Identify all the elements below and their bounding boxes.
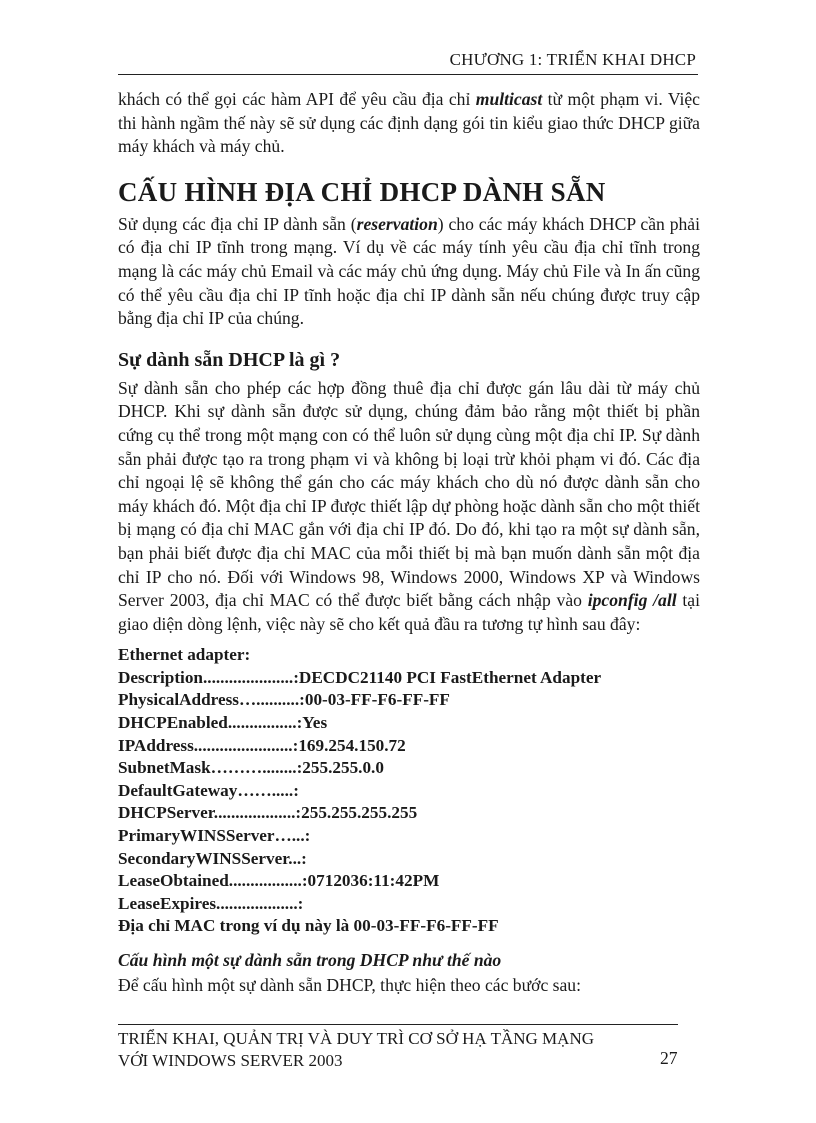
code-line: IPAddress.......................:169.254.150.72 (118, 735, 406, 755)
code-line: SubnetMask………........:255.255.0.0 (118, 758, 384, 778)
code-line: PhysicalAddress…..........:00-03-FF-F6-FF-FF (118, 690, 450, 710)
code-line: Địa chỉ MAC trong ví dụ này là 00-03-FF-F6-FF-FF (118, 916, 499, 936)
subsection-heading: Sự dành sẵn DHCP là gì ? (118, 348, 341, 371)
intro-text-end: từ một phạm vi. Việc thi hành ngầm thế này sẽ sử dụng các định dạng gói tin kiểu giao thức DHCP giữa máy khách và máy chủ. (118, 89, 700, 157)
code-line: LeaseExpires...................: (118, 893, 304, 913)
howto-heading: Cấu hình một sự dành sẵn trong DHCP như thế nào (118, 950, 502, 970)
code-line: PrimaryWINSServer…...: (118, 826, 311, 846)
section-text-end: ) cho các máy khách DHCP cần phải có địa chỉ IP tĩnh trong mạng. Ví dụ về các máy tính yêu cầu địa chỉ tĩnh trong mạng là các máy chủ Email và các máy chủ ứng dụng. Máy chủ File và In ấn cũng có thể yêu cầu địa chỉ IP tĩnh hoặc địa chỉ IP dành sẵn nếu chúng được truy cập bằng địa chỉ IP của chúng. (118, 213, 700, 329)
code-line: Description.....................:DECDC21140 PCI FastEthernet Adapter (118, 667, 602, 687)
code-line: DHCPEnabled................:Yes (118, 713, 328, 733)
term-reservation: reservation (356, 213, 438, 234)
page-content (118, 88, 700, 998)
book-title-footer (118, 1028, 658, 1072)
section-paragraph (118, 213, 700, 331)
term-ipconfig: ipconfig /all (587, 590, 677, 611)
page-header (118, 44, 698, 75)
code-line: DefaultGateway…….....: (118, 780, 299, 800)
intro-paragraph (118, 88, 700, 159)
code-line: LeaseObtained.................:0712036:11:42PM (118, 871, 440, 891)
subsection-text-end: tại giao diện dòng lệnh, việc này sẽ cho kết quả đầu ra tương tự hình sau đây: (118, 590, 700, 634)
subsection-text: Sự dành sẵn cho phép các hợp đồng thuê địa chỉ được gán lâu dài từ máy chủ DHCP. Khi sự dành sẵn được sử dụng, chúng đảm bảo rằng một thiết bị phần cứng cụ thể trong một mạng con có thể luôn sử dụng cùng một địa chỉ IP. Sự dành sẵn phải được tạo ra trong phạm vi và không bị loại trừ khỏi phạm vi đó. Các địa chỉ ngoại lệ sẽ không thể gán cho các máy khách cho dù nó được dành sẵn cho máy khách đó. Một địa chỉ IP được thiết lập dự phòng hoặc dành sẵn cho một thiết bị mạng có địa chỉ MAC gắn với địa chỉ IP đó. Do đó, khi tạo ra một sự dành sẵn, bạn phải biết được địa chỉ MAC của mỗi thiết bị mà bạn muốn dành sẵn một địa chỉ IP cho nó. Đối với Windows 98, Windows 2000, Windows XP và Windows Server 2003, địa chỉ MAC có thể được biết bằng cách nhập vào (118, 377, 700, 611)
section-heading: CẤU HÌNH ĐỊA CHỈ DHCP DÀNH SẴN (118, 176, 606, 207)
subsection-paragraph (118, 377, 700, 637)
term-multicast: multicast (475, 89, 543, 109)
ipconfig-output (118, 644, 700, 938)
chapter-title: CHƯƠNG 1: TRIỂN KHAI DHCP (449, 50, 696, 69)
intro-text: khách có thể gọi các hàm API để yêu cầu địa chỉ (118, 89, 476, 109)
code-line: SecondaryWINSServer...: (118, 848, 307, 868)
code-line: Ethernet adapter: (118, 645, 251, 665)
footer-divider (118, 1024, 678, 1025)
footer-line: VỚI WINDOWS SERVER 2003 (118, 1051, 343, 1070)
section-text: Sử dụng các địa chỉ IP dành sẵn ( (118, 213, 357, 234)
footer-line: TRIỂN KHAI, QUẢN TRỊ VÀ DUY TRÌ CƠ SỞ HẠ TẦNG MẠNG (118, 1029, 594, 1048)
page-number: 27 (660, 1048, 678, 1068)
howto-paragraph: Để cấu hình một sự dành sẵn DHCP, thực hiện theo các bước sau: (118, 975, 581, 995)
code-line: DHCPServer...................:255.255.255.255 (118, 803, 418, 823)
